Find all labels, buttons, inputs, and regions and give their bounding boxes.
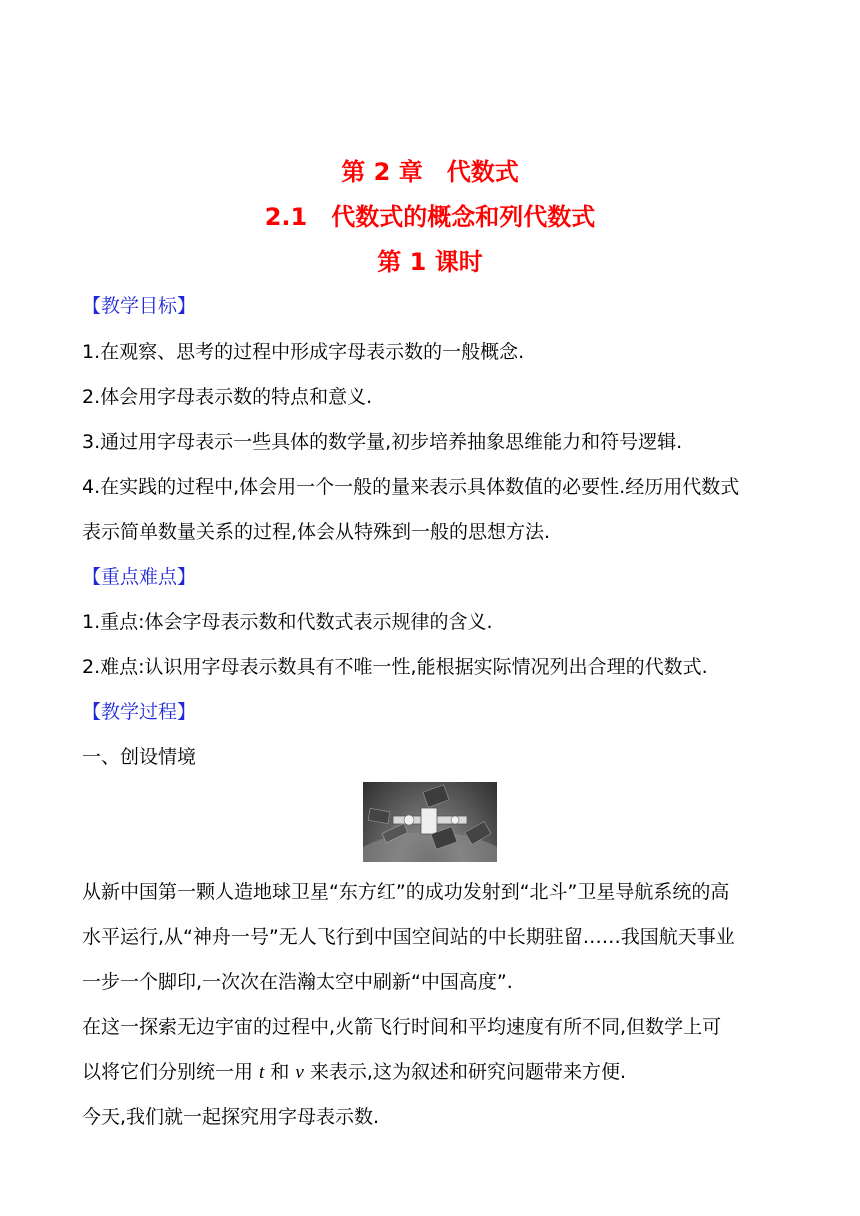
variable-v: v [295, 1062, 304, 1083]
explore-paragraph-line [82, 1058, 782, 1087]
intro-paragraph-line: 水平运行,从“神舟一号”无人飞行到中国空间站的中长期驻留……我国航天事业 [82, 926, 735, 948]
objective-item: 4.在实践的过程中,体会用一个一般的量来表示具体数值的必要性.经历用代数式 [82, 476, 740, 498]
objective-item: 1.在观察、思考的过程中形成字母表示数的一般概念. [82, 341, 525, 363]
chapter-title: 第 2 章 代数式 [341, 158, 519, 186]
intro-paragraph-line: 一步一个脚印,一次次在浩瀚太空中刷新“中国高度”. [82, 971, 513, 993]
text-segment: 来表示,这为叙述和研究问题带来方便. [303, 1061, 626, 1083]
section-title: 2.1 代数式的概念和列代数式 [264, 203, 596, 231]
key-points-heading: 【重点难点】 [82, 566, 197, 588]
intro-paragraph-line: 从新中国第一颗人造地球卫星“东方红”的成功发射到“北斗”卫星导航系统的高 [82, 881, 730, 903]
explore-paragraph-line: 在这一探索无边宇宙的过程中,火箭飞行时间和平均速度有所不同,但数学上可 [82, 1016, 722, 1038]
process-subheading: 一、创设情境 [82, 746, 197, 768]
variable-t: t [259, 1062, 265, 1083]
text-segment: 以将它们分别统一用 [82, 1061, 260, 1083]
objective-item: 3.通过用字母表示一些具体的数学量,初步培养抽象思维能力和符号逻辑. [82, 431, 683, 453]
key-point-item: 1.重点:体会字母表示数和代数式表示规律的含义. [82, 611, 493, 633]
process-heading: 【教学过程】 [82, 701, 197, 723]
objectives-heading: 【教学目标】 [82, 295, 197, 317]
lesson-title: 第 1 课时 [377, 248, 483, 276]
today-paragraph: 今天,我们就一起探究用字母表示数. [82, 1106, 380, 1128]
space-station-image [363, 782, 497, 862]
objective-item: 表示简单数量关系的过程,体会从特殊到一般的思想方法. [82, 521, 551, 543]
key-point-item: 2.难点:认识用字母表示数具有不唯一性,能根据实际情况列出合理的代数式. [82, 656, 708, 678]
text-segment: 和 [264, 1061, 296, 1083]
objective-item: 2.体会用字母表示数的特点和意义. [82, 386, 373, 408]
space-station-icon [363, 782, 497, 862]
